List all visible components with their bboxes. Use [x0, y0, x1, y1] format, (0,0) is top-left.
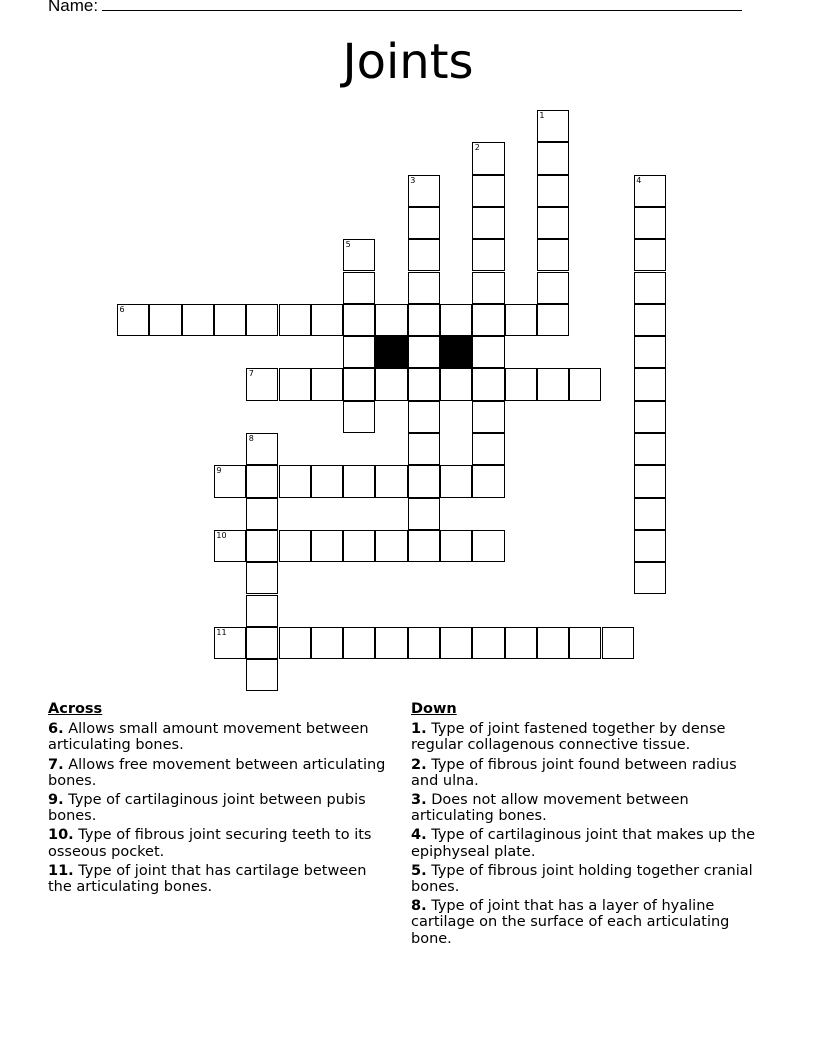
across-clue	[48, 863, 393, 895]
crossword-cell[interactable]	[246, 433, 278, 465]
crossword-cell[interactable]	[408, 207, 440, 239]
crossword-cell[interactable]	[311, 465, 343, 497]
crossword-cell[interactable]	[343, 530, 375, 562]
crossword-cell[interactable]	[472, 175, 504, 207]
crossword-cell[interactable]	[634, 530, 666, 562]
down-clue-number: 5.	[411, 862, 427, 879]
crossword-cell[interactable]	[408, 465, 440, 497]
crossword-cell[interactable]	[472, 401, 504, 433]
crossword-cell[interactable]	[343, 336, 375, 368]
across-clue	[48, 721, 393, 753]
crossword-cell[interactable]	[246, 659, 278, 691]
across-clue-text: Allows free movement between articulating bones.	[48, 756, 386, 789]
crossword-cell[interactable]	[505, 304, 537, 336]
crossword-cell[interactable]	[375, 368, 407, 400]
crossword-cell[interactable]	[634, 498, 666, 530]
crossword-cell[interactable]	[472, 336, 504, 368]
cell-number: 11	[216, 627, 227, 637]
across-clue-number: 7.	[48, 756, 64, 773]
down-clue	[411, 721, 766, 753]
crossword-cell[interactable]	[408, 627, 440, 659]
crossword-cell[interactable]	[246, 562, 278, 594]
crossword-cell[interactable]	[375, 465, 407, 497]
crossword-cell[interactable]	[537, 304, 569, 336]
crossword-cell[interactable]	[472, 627, 504, 659]
crossword-cell[interactable]	[279, 530, 311, 562]
crossword-cell[interactable]	[472, 465, 504, 497]
crossword-cell[interactable]	[246, 627, 278, 659]
crossword-cell[interactable]	[246, 368, 278, 400]
across-clue-number: 9.	[48, 792, 64, 809]
crossword-cell[interactable]	[440, 368, 472, 400]
crossword-cell[interactable]	[311, 627, 343, 659]
crossword-cell[interactable]	[537, 207, 569, 239]
cell-number: 2	[474, 143, 480, 153]
black-square	[440, 336, 472, 368]
crossword-cell[interactable]	[634, 304, 666, 336]
across-clue-text: Type of cartilaginous joint between pubis bones.	[48, 792, 366, 825]
across-clue	[48, 827, 393, 859]
crossword-cell[interactable]	[408, 530, 440, 562]
crossword-cell[interactable]	[537, 239, 569, 271]
crossword-cell[interactable]	[343, 304, 375, 336]
crossword-cell[interactable]	[117, 304, 149, 336]
down-clues	[411, 701, 766, 950]
cell-number: 4	[636, 175, 642, 185]
crossword-cell[interactable]	[505, 627, 537, 659]
crossword-cell[interactable]	[311, 368, 343, 400]
crossword-cell[interactable]	[537, 272, 569, 304]
crossword-cell[interactable]	[375, 530, 407, 562]
crossword-cell[interactable]	[214, 304, 246, 336]
crossword-cell[interactable]	[214, 530, 246, 562]
down-clue	[411, 863, 766, 895]
crossword-cell[interactable]	[634, 272, 666, 304]
crossword-cell[interactable]	[537, 142, 569, 174]
across-clues	[48, 701, 393, 898]
black-square	[375, 336, 407, 368]
crossword-cell[interactable]	[537, 175, 569, 207]
down-clue-text: Does not allow movement between articulating bones.	[411, 792, 689, 825]
crossword-cell[interactable]	[214, 465, 246, 497]
crossword-cell[interactable]	[149, 304, 181, 336]
crossword-cell[interactable]	[634, 562, 666, 594]
crossword-cell[interactable]	[440, 465, 472, 497]
crossword-cell[interactable]	[279, 368, 311, 400]
crossword-cell[interactable]	[634, 368, 666, 400]
crossword-cell[interactable]	[472, 239, 504, 271]
crossword-cell[interactable]	[634, 207, 666, 239]
across-heading: Across	[48, 701, 103, 717]
crossword-cell[interactable]	[375, 627, 407, 659]
down-clue-text: Type of fibrous joint holding together cranial bones.	[411, 862, 753, 896]
across-clue-number: 11.	[48, 862, 74, 879]
across-clue-text: Allows small amount movement between articulating bones.	[48, 721, 369, 754]
crossword-cell[interactable]	[472, 530, 504, 562]
across-clue	[48, 757, 393, 789]
cell-number: 3	[410, 175, 416, 185]
crossword-cell[interactable]	[634, 336, 666, 368]
crossword-cell[interactable]	[311, 530, 343, 562]
crossword-cell[interactable]	[634, 175, 666, 207]
crossword-cell[interactable]	[408, 498, 440, 530]
name-label: Name:	[48, 0, 99, 15]
down-clue	[411, 898, 766, 947]
crossword-cell[interactable]	[279, 465, 311, 497]
crossword-cell[interactable]	[537, 110, 569, 142]
crossword-cell[interactable]	[472, 304, 504, 336]
across-clue-text: Type of joint that has cartilage between the articulating bones.	[48, 862, 367, 896]
cell-number: 10	[216, 530, 227, 540]
crossword-cell[interactable]	[569, 368, 601, 400]
crossword-cell[interactable]	[246, 498, 278, 530]
crossword-cell[interactable]	[343, 272, 375, 304]
crossword-cell[interactable]	[408, 272, 440, 304]
down-clue-text: Type of cartilaginous joint that makes up the epiphyseal plate.	[411, 827, 756, 860]
cell-number: 6	[119, 304, 125, 314]
cell-number: 8	[248, 434, 254, 443]
crossword-cell[interactable]	[472, 207, 504, 239]
crossword-cell[interactable]	[408, 336, 440, 368]
crossword-cell[interactable]	[472, 433, 504, 465]
down-clue	[411, 792, 766, 824]
crossword-cell[interactable]	[569, 627, 601, 659]
crossword-cell[interactable]	[279, 304, 311, 336]
crossword-cell[interactable]	[634, 239, 666, 271]
down-clue-text: Type of fibrous joint found between radius and ulna.	[411, 756, 737, 789]
down-clue	[411, 827, 766, 859]
crossword-cell[interactable]	[246, 530, 278, 562]
crossword-cell[interactable]	[440, 304, 472, 336]
down-clue-number: 2.	[411, 756, 427, 773]
crossword-cell[interactable]	[408, 401, 440, 433]
cell-number: 7	[248, 369, 254, 379]
crossword-cell[interactable]	[343, 627, 375, 659]
crossword-cell[interactable]	[634, 433, 666, 465]
cell-number: 1	[539, 111, 545, 120]
crossword-cell[interactable]	[343, 401, 375, 433]
crossword-cell[interactable]	[634, 401, 666, 433]
crossword-cell[interactable]	[537, 368, 569, 400]
crossword-cell[interactable]	[408, 433, 440, 465]
crossword-cell[interactable]	[408, 368, 440, 400]
down-heading: Down	[411, 701, 457, 717]
crossword-cell[interactable]	[375, 304, 407, 336]
crossword-cell[interactable]	[505, 368, 537, 400]
crossword-cell[interactable]	[246, 595, 278, 627]
down-clue-text: Type of joint fastened together by dense regular collagenous connective tissue.	[411, 721, 726, 754]
crossword-cell[interactable]	[246, 465, 278, 497]
down-clue-number: 1.	[411, 721, 427, 738]
crossword-cell[interactable]	[343, 239, 375, 271]
across-clue-text: Type of fibrous joint securing teeth to its osseous pocket.	[48, 827, 372, 860]
crossword-cell[interactable]	[472, 272, 504, 304]
crossword-cell[interactable]	[246, 304, 278, 336]
down-clue-number: 8.	[411, 898, 427, 915]
puzzle-title: Joints	[342, 34, 474, 90]
crossword-cell[interactable]	[408, 239, 440, 271]
cell-number: 5	[345, 240, 351, 250]
across-clue-number: 10.	[48, 827, 74, 844]
crossword-cell[interactable]	[343, 368, 375, 400]
crossword-cell[interactable]	[408, 304, 440, 336]
crossword-cell[interactable]	[537, 627, 569, 659]
down-clue	[411, 757, 766, 789]
crossword-cell[interactable]	[279, 627, 311, 659]
crossword-cell[interactable]	[440, 627, 472, 659]
crossword-cell[interactable]	[440, 530, 472, 562]
crossword-cell[interactable]	[602, 627, 634, 659]
crossword-cell[interactable]	[472, 142, 504, 174]
crossword-cell[interactable]	[634, 465, 666, 497]
crossword-cell[interactable]	[343, 465, 375, 497]
crossword-cell[interactable]	[472, 368, 504, 400]
down-clue-number: 3.	[411, 792, 427, 809]
across-clue-number: 6.	[48, 721, 64, 738]
down-clue-text: Type of joint that has a layer of hyaline cartilage on the surface of each articulating bone.	[411, 898, 730, 947]
crossword-cell[interactable]	[311, 304, 343, 336]
crossword-cell[interactable]	[182, 304, 214, 336]
crossword-cell[interactable]	[214, 627, 246, 659]
across-clue	[48, 792, 393, 824]
crossword-cell[interactable]	[408, 175, 440, 207]
cell-number: 9	[216, 466, 222, 476]
down-clue-number: 4.	[411, 827, 427, 844]
